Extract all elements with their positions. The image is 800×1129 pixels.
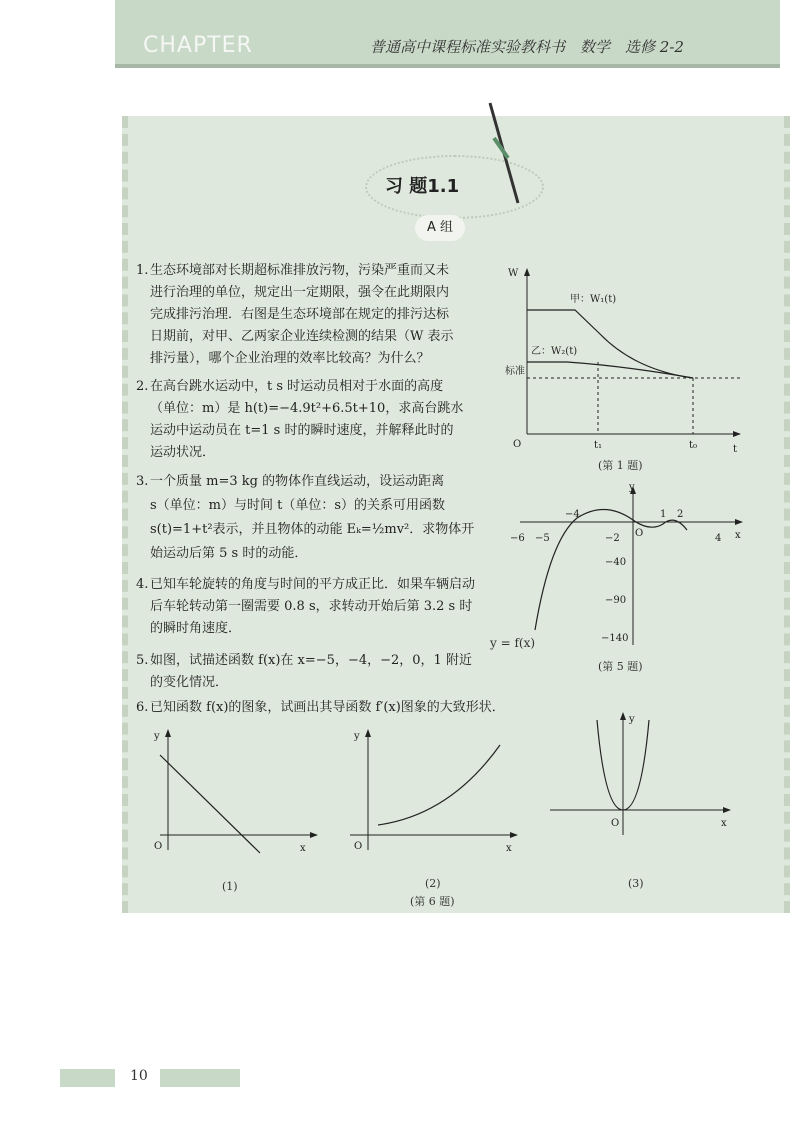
group-label: A 组 <box>415 215 465 241</box>
figure-6-caption: (第 6 题) <box>410 895 455 908</box>
curve-fx <box>535 509 687 630</box>
figure-6-3 <box>545 710 735 840</box>
curve-jia <box>527 310 693 378</box>
x-arrow-icon <box>733 431 741 437</box>
y-axis-label: W <box>508 268 519 279</box>
svg-text:−90: −90 <box>605 595 627 606</box>
label-yi: 乙：W₂(t) <box>531 346 578 357</box>
svg-text:y: y <box>154 731 160 742</box>
svg-text:−6: −6 <box>510 533 525 544</box>
x-arrow-icon <box>510 832 518 838</box>
svg-text:−140: −140 <box>601 633 629 644</box>
curve-yi <box>527 362 693 378</box>
section-title: 习 题1.1 <box>385 176 460 197</box>
svg-text:O: O <box>354 841 363 852</box>
svg-text:O: O <box>611 818 620 829</box>
svg-text:y: y <box>629 714 635 725</box>
svg-text:O: O <box>154 841 163 852</box>
x-axis-label: t <box>733 444 738 452</box>
svg-text:−40: −40 <box>605 557 627 568</box>
figure-6-3-label: (3) <box>628 877 644 890</box>
svg-text:2: 2 <box>677 509 684 520</box>
figure-5-function-label: y = f(x) <box>490 636 536 650</box>
figure-5-caption: (第 5 题) <box>598 660 643 673</box>
label-jia: 甲：W₁(t) <box>570 294 617 305</box>
figure-6-1-label: (1) <box>222 880 238 893</box>
svg-text:x: x <box>506 843 512 854</box>
pencil-icon <box>480 98 530 208</box>
svg-text:−4: −4 <box>565 509 580 520</box>
svg-text:y: y <box>354 731 360 742</box>
svg-text:4: 4 <box>715 533 722 544</box>
figure-1 <box>505 262 745 452</box>
problem-2: 2. 在高台跳水运动中，t s 时运动员相对于水面的高度 （单位：m）是 h(t)=−4.9t²+6.5t+10，求高台跳水 运动中运动员在 t=1 s 时的瞬时速度，并解释此时的 运动状况． <box>136 379 464 460</box>
x-axis-label: x <box>735 530 741 541</box>
x-arrow-icon <box>735 519 743 525</box>
label-t1: t₁ <box>594 440 603 451</box>
problem-6: 6. 已知函数 f(x)的图象，试画出其导函数 f′(x)图象的大致形状． <box>136 700 505 715</box>
y-arrow-icon <box>524 268 530 276</box>
problem-1: 1. 生态环境部对长期超标准排放污物，污染严重而又未 进行治理的单位，规定出一定期限，强令在此期限内 完成排污治理．右图是生态环境部在规定的排污达标 日期前，对甲、乙两家企业连续检测的结果（W 表示 排污量），哪个企业治理的效率比较高？为什么？ <box>136 263 454 366</box>
y-arrow-icon <box>365 729 371 737</box>
x-arrow-icon <box>310 832 318 838</box>
problem-5: 5. 如图，试描述函数 f(x)在 x=−5，−4，−2，0，1 附近 的变化情况． <box>136 653 472 690</box>
label-t0: t₀ <box>689 440 698 451</box>
problem-4: 4. 已知车轮旋转的角度与时间的平方成正比．如果车辆启动 后车轮转动第一圈需要 0.8 s，求转动开始后第 3.2 s 时 的瞬时角速度． <box>136 577 476 636</box>
svg-text:−5: −5 <box>535 533 550 544</box>
chapter-label: CHAPTER <box>143 33 253 58</box>
svg-text:−2: −2 <box>605 533 620 544</box>
origin-label: O <box>513 439 522 450</box>
figure-6-1 <box>140 725 320 855</box>
origin-label: O <box>635 528 644 539</box>
figure-6-2 <box>340 725 520 855</box>
exp-graph <box>378 745 500 825</box>
y-arrow-icon <box>165 729 171 737</box>
figure-5 <box>505 480 745 650</box>
book-title: 普通高中课程标准实验教科书 数学 选修 2-2 <box>370 38 684 56</box>
footer-bar-right <box>160 1069 240 1087</box>
svg-text:x: x <box>721 818 727 829</box>
footer-bar-left <box>60 1069 115 1087</box>
figure-1-caption: (第 1 题) <box>598 459 643 472</box>
svg-text:1: 1 <box>660 509 667 520</box>
page-number: 10 <box>130 1068 148 1084</box>
figure-6-2-label: (2) <box>425 877 441 890</box>
problem-3: 3. 一个质量 m=3 kg 的物体作直线运动，设运动距离 s（单位：m）与时间 t（单位：s）的关系可用函数 s(t)=1+t²表示，并且物体的动能 Eₖ=½mv²．求物体开 始运动后第 5 s 时的动能． <box>136 474 475 561</box>
label-standard: 标准 <box>505 366 525 377</box>
line-graph <box>160 755 260 853</box>
page-header <box>115 0 780 68</box>
x-arrow-icon <box>723 807 731 813</box>
y-arrow-icon <box>620 712 626 720</box>
y-axis-label: y <box>629 482 635 493</box>
svg-text:x: x <box>300 843 306 854</box>
